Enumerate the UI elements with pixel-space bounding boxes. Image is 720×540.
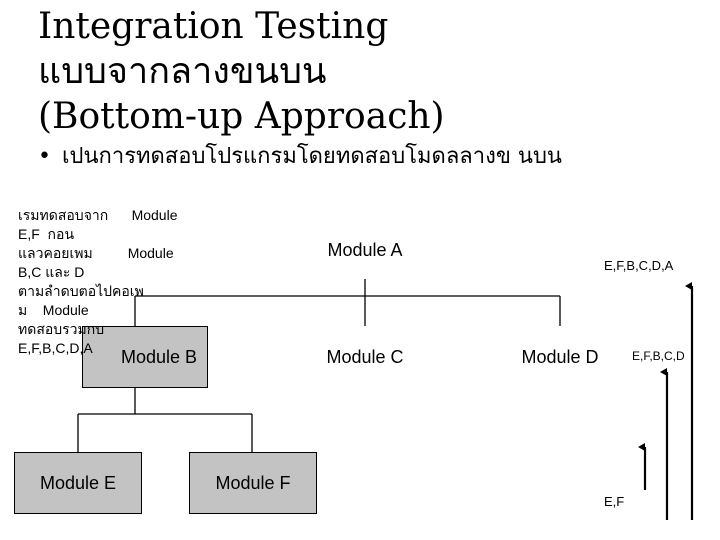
title-line-2: แบบจากลางขนบน — [38, 51, 327, 92]
module-d-label: Module D — [521, 346, 599, 367]
sequence-label-ef: E,F — [604, 494, 625, 509]
module-a-label: Module A — [327, 239, 403, 260]
bullet-text: เปนการทดสอบโปรแกรมโดยทดสอบโมดลลางข นบน — [62, 144, 562, 169]
explanation-note: เรมทดสอบจาก Module E,F กอน แลวคอยเพม Module B,C และ D ตามลำดบตอไปคอเพ ม Module ทดสอบรวมกบ E,F,B,C,D,A — [18, 207, 178, 356]
module-e-label: Module E — [39, 472, 117, 493]
title-line-3: (Bottom-up Approach) — [38, 96, 445, 137]
module-c-label: Module C — [326, 346, 404, 367]
module-b-label: Module B — [120, 346, 198, 367]
module-f-label: Module F — [215, 472, 291, 493]
sequence-label-efbcd: E,F,B,C,D — [632, 349, 685, 363]
title-line-1: Integration Testing — [38, 6, 389, 47]
bullet-dot: • — [38, 144, 51, 169]
sequence-label-efbcda: E,F,B,C,D,A — [604, 258, 674, 273]
